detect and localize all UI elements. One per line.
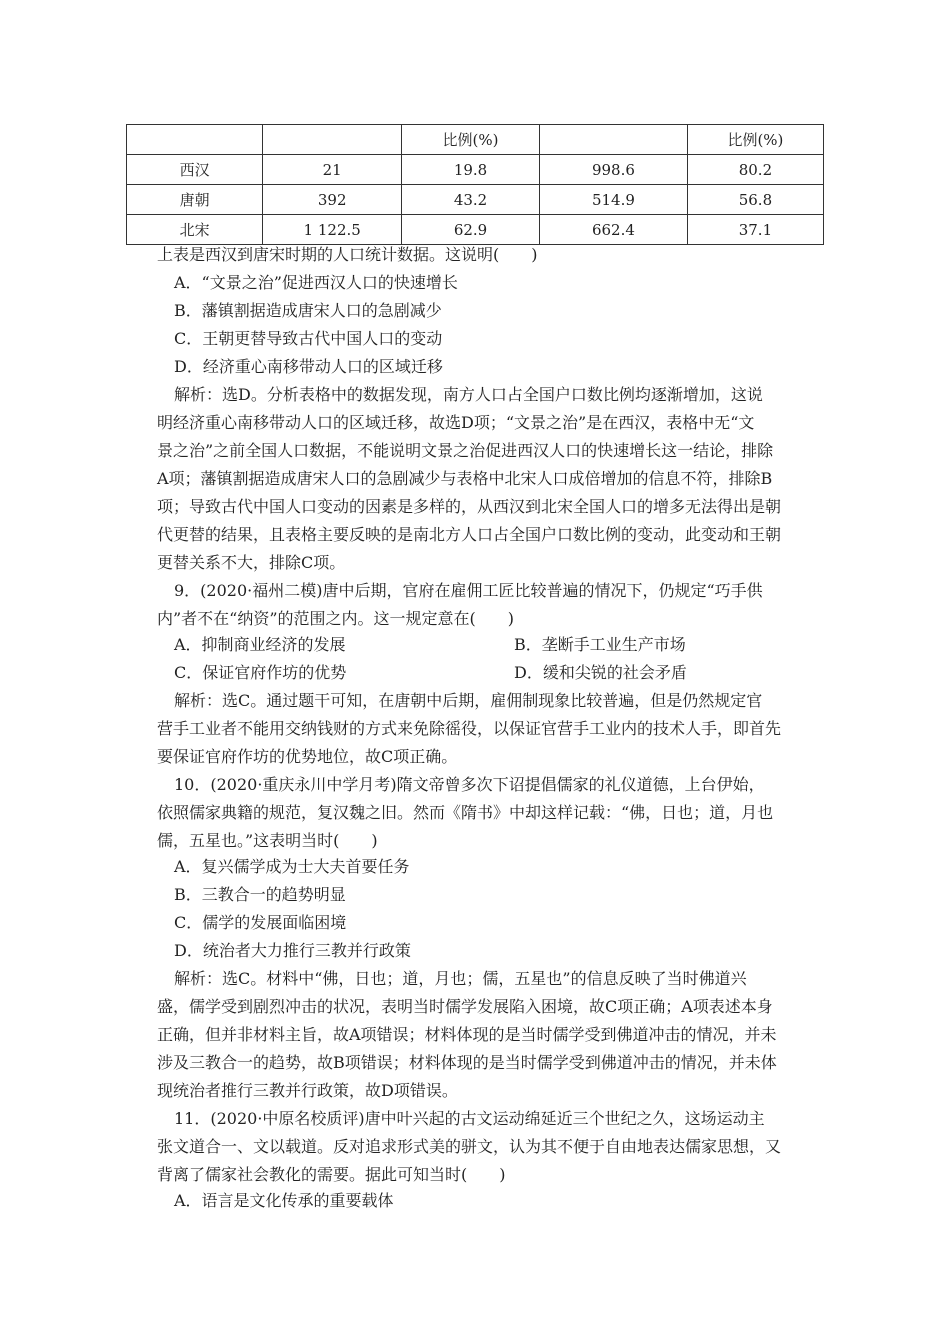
answer-option: C．王朝更替导致古代中国人口的变动	[174, 329, 443, 348]
answer-option: A．“文景之治”促进西汉人口的快速增长	[174, 273, 458, 292]
analysis-line: 解析：选C。通过题干可知，在唐朝中后期，雇佣制现象比较普遍，但是仍然规定官	[174, 691, 763, 710]
table-cell: 1 122.5	[263, 215, 402, 245]
question-stem: 9．(2020·福州二模)唐中后期，官府在雇佣工匠比较普遍的情况下，仍规定“巧手供	[174, 581, 763, 600]
analysis-line: 更替关系不大，排除C项。	[157, 553, 346, 572]
table-cell: 19.8	[402, 155, 540, 185]
question-stem: 儒，五星也。”这表明当时( )	[157, 831, 378, 850]
answer-option: A．复兴儒学成为士大夫首要任务	[174, 857, 410, 876]
question-stem: 上表是西汉到唐宋时期的人口统计数据。这说明( )	[157, 245, 538, 264]
answer-option: D．经济重心南移带动人口的区域迁移	[174, 357, 443, 376]
analysis-line: 正确，但并非材料主旨，故A项错误；材料体现的是当时儒学受到佛道冲击的情况，并未	[157, 1025, 777, 1044]
answer-option: B．藩镇割据造成唐宋人口的急剧减少	[174, 301, 442, 320]
analysis-line: A项；藩镇割据造成唐宋人口的急剧减少与表格中北宋人口成倍增加的信息不符，排除B	[157, 469, 773, 488]
table-cell: 比例(%)	[402, 125, 540, 155]
table-cell: 唐朝	[127, 185, 263, 215]
answer-option: D．缓和尖锐的社会矛盾	[514, 663, 687, 682]
question-stem: 11．(2020·中原名校质评)唐中叶兴起的古文运动绵延近三个世纪之久，这场运动主	[174, 1109, 765, 1128]
table-row	[127, 185, 824, 215]
table-cell	[539, 125, 687, 155]
table-cell: 80.2	[687, 155, 823, 185]
analysis-line: 要保证官府作坊的优势地位，故C项正确。	[157, 747, 458, 766]
population-table	[126, 124, 824, 245]
analysis-line: 营手工业者不能用交纳钱财的方式来免除徭役，以保证官营手工业内的技术人手，即首先	[157, 719, 782, 738]
table-cell	[127, 125, 263, 155]
table-cell: 43.2	[402, 185, 540, 215]
table-row	[127, 155, 824, 185]
table-cell: 西汉	[127, 155, 263, 185]
analysis-line: 盛，儒学受到剧烈冲击的状况，表明当时儒学发展陷入困境，故C项正确；A项表述本身	[157, 997, 773, 1016]
answer-option: C．儒学的发展面临困境	[174, 913, 347, 932]
table-header-row	[127, 125, 824, 155]
table-cell: 392	[263, 185, 402, 215]
analysis-line: 涉及三教合一的趋势，故B项错误；材料体现的是当时儒学受到佛道冲击的情况，并未体	[157, 1053, 777, 1072]
analysis-line: 明经济重心南移带动人口的区域迁移，故选D项；“文景之治”是在西汉，表格中无“文	[157, 413, 755, 432]
analysis-line: 现统治者推行三教并行政策，故D项错误。	[157, 1081, 458, 1100]
question-stem: 背离了儒家社会教化的需要。据此可知当时( )	[157, 1165, 506, 1184]
table-cell: 北宋	[127, 215, 263, 245]
analysis-line: 解析：选C。材料中“佛，日也；道，月也；儒，五星也”的信息反映了当时佛道兴	[174, 969, 747, 988]
table-cell: 比例(%)	[687, 125, 823, 155]
question-stem: 依照儒家典籍的规范，复汉魏之旧。然而《隋书》中却这样记载：“佛，日也；道，月也	[157, 803, 774, 822]
analysis-line: 解析：选D。分析表格中的数据发现，南方人口占全国户口数比例均逐渐增加，这说	[174, 385, 763, 404]
answer-option: C．保证官府作坊的优势	[174, 663, 347, 682]
table-cell: 998.6	[539, 155, 687, 185]
answer-option: B．三教合一的趋势明显	[174, 885, 346, 904]
answer-option: A．语言是文化传承的重要载体	[174, 1191, 394, 1210]
question-stem: 张文道合一、文以载道。反对追求形式美的骈文，认为其不便于自由地表达儒家思想，又	[157, 1137, 782, 1156]
table-cell: 62.9	[402, 215, 540, 245]
table-cell	[263, 125, 402, 155]
analysis-line: 景之治”之前全国人口数据，不能说明文景之治促进西汉人口的快速增长这一结论，排除	[157, 441, 774, 460]
table-cell: 37.1	[687, 215, 823, 245]
analysis-line: 项；导致古代中国人口变动的因素是多样的，从西汉到北宋全国人口的增多无法得出是朝	[157, 497, 782, 516]
answer-option: B．垄断手工业生产市场	[514, 635, 686, 654]
table-cell: 21	[263, 155, 402, 185]
analysis-line: 代更替的结果，且表格主要反映的是南北方人口占全国户口数比例的变动，此变动和王朝	[157, 525, 782, 544]
answer-option: D．统治者大力推行三教并行政策	[174, 941, 411, 960]
table-cell: 514.9	[539, 185, 687, 215]
answer-option: A．抑制商业经济的发展	[174, 635, 346, 654]
table-cell: 662.4	[539, 215, 687, 245]
table-cell: 56.8	[687, 185, 823, 215]
table-row	[127, 215, 824, 245]
question-stem: 内”者不在“纳资”的范围之内。这一规定意在( )	[157, 609, 515, 628]
question-stem: 10．(2020·重庆永川中学月考)隋文帝曾多次下诏提倡儒家的礼仪道德，上台伊始，	[174, 775, 765, 794]
